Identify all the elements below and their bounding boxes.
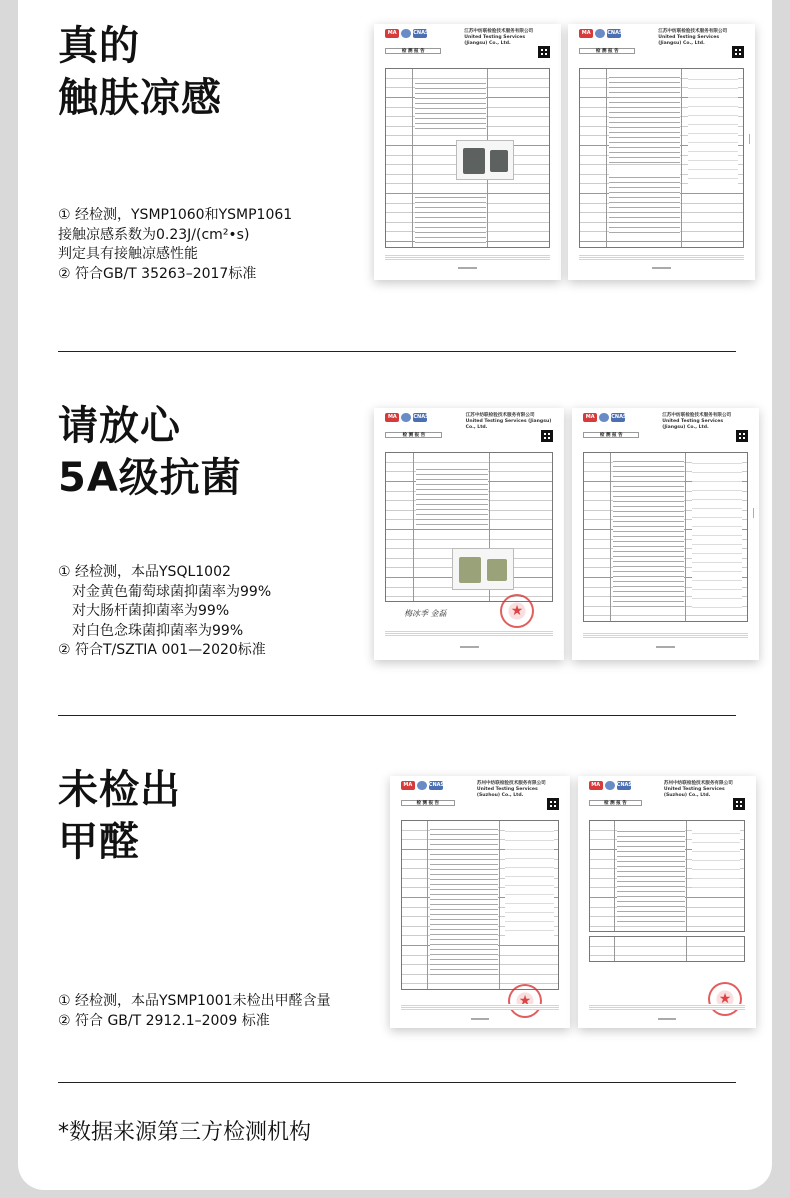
cnas-logo: CNAS xyxy=(413,30,429,36)
report-notes-table xyxy=(589,936,746,962)
cma-logo: MA xyxy=(589,781,603,790)
cma-logo: MA xyxy=(385,29,399,38)
section-formaldehyde xyxy=(18,716,772,1082)
cma-logo: MA xyxy=(579,29,593,38)
lab-name: 苏州中纺联检验技术服务有限公司 United Testing Services (Suzhou) Co., Ltd. xyxy=(663,781,733,798)
section-cooling xyxy=(18,0,772,352)
test-report-image xyxy=(390,776,570,1028)
test-report-image xyxy=(568,24,755,280)
red-seal-icon xyxy=(500,594,534,628)
cnas-logo: CNAS xyxy=(428,782,445,788)
section-notes: ① 经检测，YSMP1060和YSMP1061 接触凉感系数为0.23J/(cm²•s) 判定具有接触凉感性能 ② 符合GB/T 35263–2017标准 xyxy=(58,207,293,282)
shorts-image xyxy=(487,559,507,581)
ilac-logo xyxy=(401,29,411,38)
cma-logo: MA xyxy=(401,781,415,790)
signature: 梅冰季 金磊 xyxy=(404,609,447,618)
section-divider xyxy=(58,1082,736,1083)
product-photo xyxy=(456,140,514,180)
cnas-logo: CNAS xyxy=(607,30,623,36)
report-title: 检 测 报 告 xyxy=(385,432,442,438)
test-report-image xyxy=(578,776,756,1028)
ilac-logo xyxy=(605,781,615,790)
report-title: 检 测 报 告 xyxy=(385,48,441,54)
qr-code-icon xyxy=(541,430,553,442)
ilac-logo xyxy=(599,413,609,422)
data-source-note: *数据来源第三方检测机构 xyxy=(58,1120,312,1145)
section-notes: ① 经检测，本品YSMP1001未检出甲醛含量 ② 符合 GB/T 2912.1–2009 标准 xyxy=(58,993,331,1029)
section-notes: ① 经检测，本品YSQL1002 对金黄色葡萄球菌抑菌率为99% 对大肠杆菌抑菌率为99% 对白色念珠菌抑菌率为99% ② 符合T/SZTIA 001—2020标准 xyxy=(58,564,272,658)
test-report-image xyxy=(374,408,564,660)
report-title: 检 测 报 告 xyxy=(583,432,639,438)
ilac-logo xyxy=(401,413,411,422)
shirt-image xyxy=(459,557,481,583)
lab-name: 江苏中纺联检验技术服务有限公司 United Testing Services (Jiangsu) Co., Ltd. xyxy=(658,29,728,46)
ilac-logo xyxy=(417,781,427,790)
qr-code-icon xyxy=(732,46,744,58)
cnas-logo: CNAS xyxy=(413,414,429,420)
qr-code-icon xyxy=(547,798,559,810)
lab-name: 江苏中纺联检验技术服务有限公司 United Testing Services (Jiangsu) Co., Ltd. xyxy=(662,413,732,430)
section-title: 未检出 甲醛 xyxy=(58,767,181,865)
test-report-image xyxy=(572,408,759,660)
red-seal-icon xyxy=(708,982,742,1016)
product-photo xyxy=(452,548,514,590)
page-panel xyxy=(18,0,772,1190)
section-antibacterial xyxy=(18,352,772,715)
shorts-image xyxy=(490,150,508,172)
cnas-logo: CNAS xyxy=(616,782,632,788)
test-report-image xyxy=(374,24,561,280)
lab-name: 江苏中纺联检验技术服务有限公司 United Testing Services (Jiangsu) Co., Ltd. xyxy=(464,29,534,46)
ilac-logo xyxy=(595,29,605,38)
red-seal-icon xyxy=(508,984,542,1018)
report-title: 检 测 报 告 xyxy=(401,800,455,806)
cma-logo: MA xyxy=(583,413,597,422)
lab-name: 苏州中纺联检验技术服务有限公司 United Testing Services (Suzhou) Co., Ltd. xyxy=(476,781,546,798)
shirt-image xyxy=(463,148,485,174)
section-title: 请放心 5A级抗菌 xyxy=(58,403,242,501)
section-title: 真的 触肤凉感 xyxy=(58,23,222,121)
cnas-logo: CNAS xyxy=(611,414,627,420)
report-title: 检 测 报 告 xyxy=(579,48,635,54)
cma-logo: MA xyxy=(385,413,399,422)
qr-code-icon xyxy=(736,430,748,442)
qr-code-icon xyxy=(538,46,550,58)
lab-name: 江苏中纺联检验技术服务有限公司 United Testing Services (Jiangsu) Co., Ltd. xyxy=(465,413,552,430)
report-title: 检 测 报 告 xyxy=(589,800,642,806)
qr-code-icon xyxy=(733,798,745,810)
